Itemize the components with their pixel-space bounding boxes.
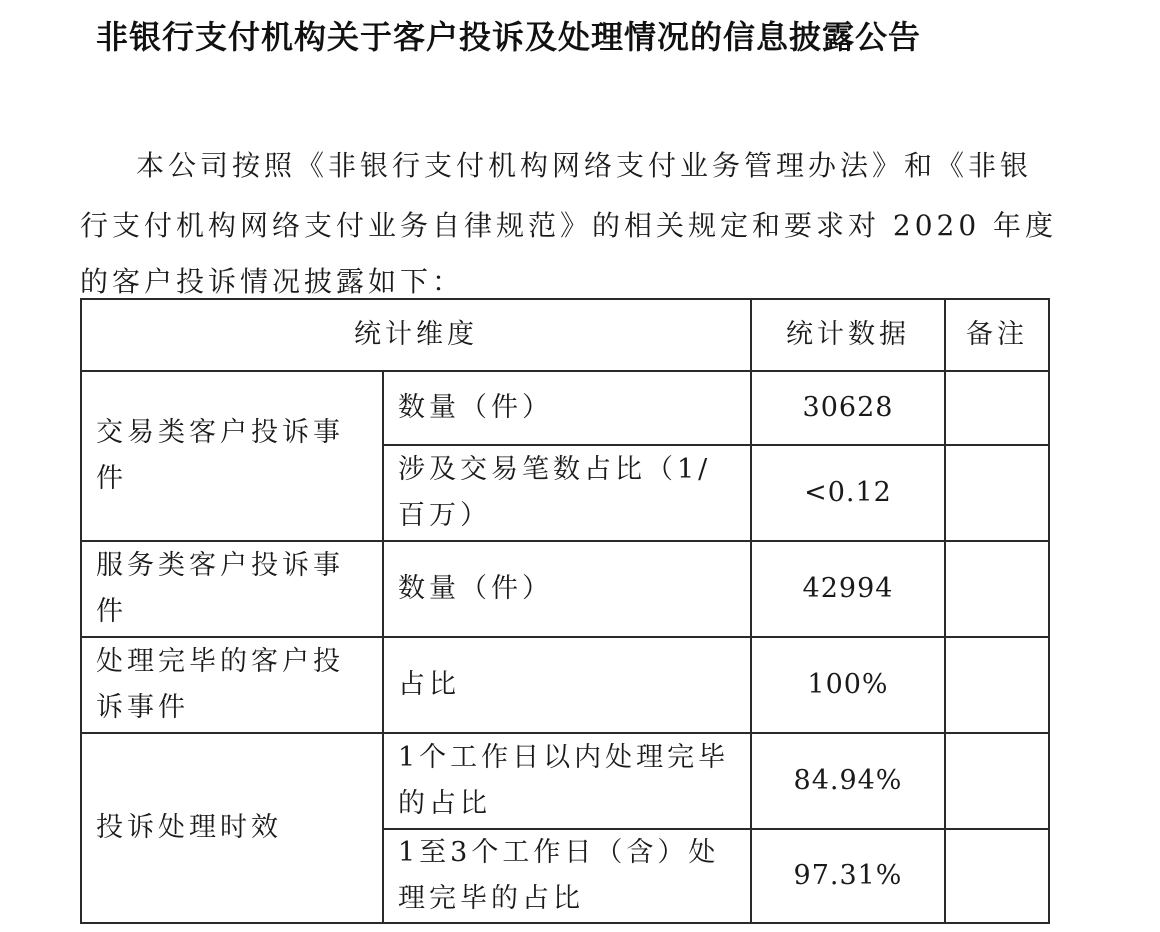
row-remark <box>945 733 1049 829</box>
row-remark <box>945 445 1049 541</box>
row-value: 30628 <box>751 371 945 445</box>
row-item: 数量（件） <box>383 541 751 637</box>
row-group-resolved: 处理完毕的客户投诉事件 <box>81 637 383 733</box>
row-remark <box>945 541 1049 637</box>
row-remark <box>945 371 1049 445</box>
header-dimension: 统计维度 <box>81 299 751 371</box>
header-remark: 备注 <box>945 299 1049 371</box>
row-item: 1个工作日以内处理完毕的占比 <box>383 733 751 829</box>
row-item: 占比 <box>383 637 751 733</box>
row-remark <box>945 637 1049 733</box>
row-group-service: 服务类客户投诉事件 <box>81 541 383 637</box>
table-header-row <box>81 299 1049 371</box>
statistics-table <box>80 298 1050 924</box>
row-value: 97.31% <box>751 829 945 923</box>
header-data: 统计数据 <box>751 299 945 371</box>
table-row <box>81 733 1049 829</box>
row-group-timeliness: 投诉处理时效 <box>81 733 383 923</box>
row-value: 100% <box>751 637 945 733</box>
row-remark <box>945 829 1049 923</box>
row-value: 42994 <box>751 541 945 637</box>
row-item: 涉及交易笔数占比（1/百万） <box>383 445 751 541</box>
row-item: 1至3个工作日（含）处理完毕的占比 <box>383 829 751 923</box>
table-row <box>81 371 1049 445</box>
intro-line-1: 本公司按照《非银行支付机构网络支付业务管理办法》和《非银 <box>136 149 1033 182</box>
table-row <box>81 541 1049 637</box>
table-row <box>81 637 1049 733</box>
page-title: 非银行支付机构关于客户投诉及处理情况的信息披露公告 <box>96 18 922 56</box>
row-item: 数量（件） <box>383 371 751 445</box>
intro-line-3: 的客户投诉情况披露如下： <box>80 265 465 298</box>
row-value: 84.94% <box>751 733 945 829</box>
row-group-transaction: 交易类客户投诉事件 <box>81 371 383 541</box>
intro-line-2: 行支付机构网络支付业务自律规范》的相关规定和要求对 2020 年度 <box>80 209 1058 242</box>
row-value: <0.12 <box>751 445 945 541</box>
